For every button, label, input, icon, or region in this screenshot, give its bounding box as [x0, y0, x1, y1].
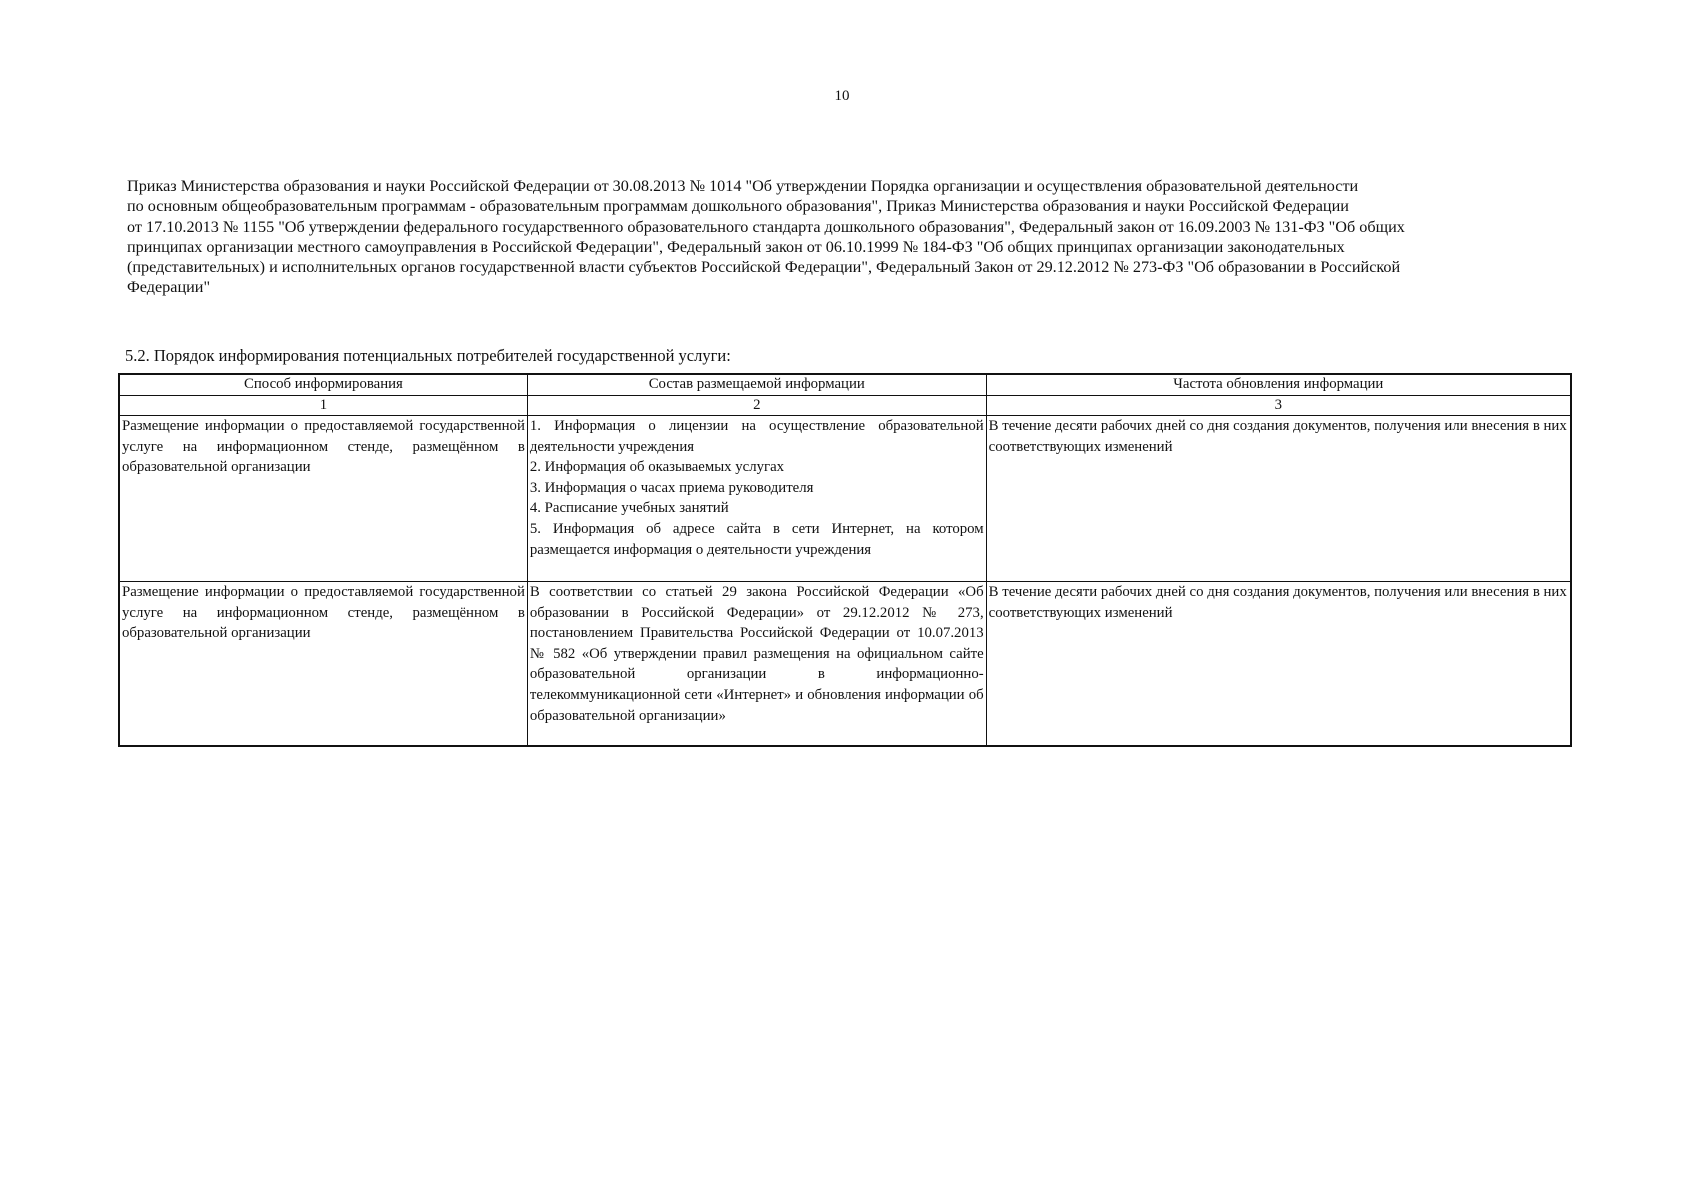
legal-basis-paragraph [127, 176, 1567, 298]
legal-basis-line: принципах организации местного самоуправления в Российской Федерации", Федеральный закон от 06.10.1999 № 184-ФЗ "Об общих принципах организации законодательных [127, 237, 1345, 256]
content-item: В соответствии со статьей 29 закона Российской Федерации «Об образовании в Российской Федерации» от 29.12.2012 № 273, постановлением Правительства Российской Федерации от 10.07.2013 № 582 «Об утверждении правил размещения на официальном сайте образовательной организации в информационно-телекоммуникационной сети «Интернет» и обновления информации об образовательной организации» [529, 584, 984, 724]
legal-basis-line: Федерации" [127, 278, 211, 297]
column-number: 1 [119, 396, 527, 416]
content-item: 3. Информация о часах приема руководителя [529, 479, 814, 496]
table-header-row [119, 374, 1571, 396]
legal-basis-line: от 17.10.2013 № 1155 "Об утверждении федерального государственного образовательного стандарта дошкольного образования", Федеральный закон от 16.09.2003 № 131-ФЗ "Об общих [127, 217, 1405, 236]
legal-basis-line: Приказ Министерства образования и науки Российской Федерации от 30.08.2013 № 1014 "Об утверждении Порядка организации и осуществления образовательной деятельности [127, 177, 1359, 195]
legal-basis-line: по основным общеобразовательным программам - образовательным программам дошкольного образования", Приказ Министерства образования и науки Российской Федерации [127, 197, 1349, 216]
table-row [119, 582, 1571, 747]
method-cell: Размещение информации о предоставляемой государственной услуге на информационном стенде, размещённом в образовательной организации [119, 416, 527, 582]
legal-basis-line: (представительных) и исполнительных органов государственной власти субъектов Российской Федерации", Федеральный Закон от 29.12.2012 № 273-ФЗ "Об образовании в Российской [127, 258, 1401, 277]
content-item: 2. Информация об оказываемых услугах [529, 459, 785, 476]
column-number-row [119, 396, 1571, 416]
header-method: Способ информирования [119, 374, 527, 396]
informing-procedure-table [118, 373, 1572, 747]
content-item: 4. Расписание учебных занятий [529, 500, 729, 517]
column-number: 3 [986, 396, 1571, 416]
frequency-cell: В течение десяти рабочих дней со дня создания документов, получения или внесения в них соответствующих изменений [986, 582, 1571, 747]
header-frequency: Частота обновления информации [986, 374, 1571, 396]
section-heading: 5.2. Порядок информирования потенциальных потребителей государственной услуги: [125, 346, 731, 365]
content-item: 1. Информация о лицензии на осуществление образовательной деятельности учреждения [529, 418, 984, 455]
table-row [119, 416, 1571, 582]
page-number: 10 [834, 88, 850, 104]
header-content: Состав размещаемой информации [527, 374, 986, 396]
content-item: 5. Информация об адресе сайта в сети Интернет, на котором размещается информация о деятельности учреждения [529, 520, 984, 558]
column-number: 2 [527, 396, 986, 416]
content-cell [527, 416, 986, 582]
content-cell [527, 582, 986, 747]
method-cell: Размещение информации о предоставляемой государственной услуге на информационном стенде, размещённом в образовательной организации [119, 582, 527, 747]
frequency-cell: В течение десяти рабочих дней со дня создания документов, получения или внесения в них соответствующих изменений [986, 416, 1571, 582]
